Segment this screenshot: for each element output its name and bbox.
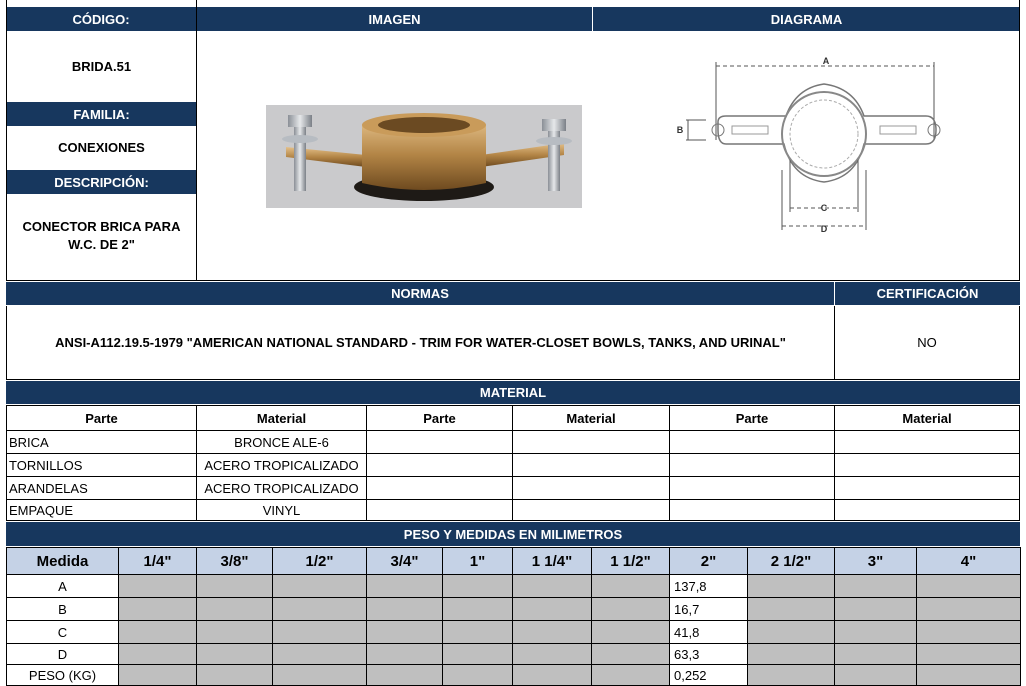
medidas-col-size: 1 1/4" <box>512 547 592 575</box>
material-empty-cell <box>834 499 1020 521</box>
diagram-label-c: C <box>820 203 828 213</box>
material-empty-cell <box>366 476 513 500</box>
diagram-label-a: A <box>822 56 830 66</box>
material-row-parte: BRICA <box>6 430 197 454</box>
material-col-material-1: Material <box>196 405 367 431</box>
medidas-col-medida: Medida <box>6 547 119 575</box>
medidas-empty-cell <box>916 620 1021 644</box>
medidas-empty-cell <box>366 574 443 598</box>
material-empty-cell <box>834 476 1020 500</box>
medidas-row-label: C <box>6 620 119 644</box>
product-sheet <box>6 0 1020 686</box>
brida-diagram-drawing <box>666 50 956 240</box>
medidas-value-2in: 137,8 <box>669 574 748 598</box>
material-empty-cell <box>366 453 513 477</box>
material-row-material: ACERO TROPICALIZADO <box>196 453 367 477</box>
medidas-empty-cell <box>196 574 273 598</box>
descripcion-header-label: DESCRIPCIÓN: <box>54 174 149 190</box>
brida-photo-illustration <box>266 105 582 208</box>
medidas-empty-cell <box>272 597 367 621</box>
material-empty-cell <box>512 453 670 477</box>
diagrama-header <box>593 7 1020 31</box>
medidas-empty-cell <box>512 643 592 665</box>
medidas-empty-cell <box>512 574 592 598</box>
codigo-value: BRIDA.51 <box>71 59 132 74</box>
medidas-col-size: 2 1/2" <box>747 547 835 575</box>
medidas-empty-cell <box>916 574 1021 598</box>
medidas-col-size: 1" <box>442 547 513 575</box>
medidas-header <box>6 522 1020 546</box>
medidas-row-label: A <box>6 574 119 598</box>
material-empty-cell <box>669 499 835 521</box>
material-empty-cell <box>669 430 835 454</box>
medidas-empty-cell <box>272 620 367 644</box>
material-row-material: ACERO TROPICALIZADO <box>196 476 367 500</box>
material-empty-cell <box>366 499 513 521</box>
medidas-empty-cell <box>834 620 917 644</box>
medidas-row-label: PESO (KG) <box>6 664 119 686</box>
medidas-value-2in: 41,8 <box>669 620 748 644</box>
medidas-row-label: D <box>6 643 119 665</box>
medidas-empty-cell <box>442 574 513 598</box>
medidas-col-size: 1 1/2" <box>591 547 670 575</box>
medidas-empty-cell <box>591 620 670 644</box>
material-empty-cell <box>669 453 835 477</box>
familia-value: CONEXIONES <box>58 140 145 155</box>
imagen-header <box>197 7 592 31</box>
medidas-col-size: 1/2" <box>272 547 367 575</box>
material-empty-cell <box>834 430 1020 454</box>
medidas-empty-cell <box>834 643 917 665</box>
material-empty-cell <box>669 476 835 500</box>
medidas-empty-cell <box>916 643 1021 665</box>
material-empty-cell <box>512 430 670 454</box>
medidas-row-label: B <box>6 597 119 621</box>
medidas-value-2in: 0,252 <box>669 664 748 686</box>
medidas-col-size: 3/4" <box>366 547 443 575</box>
medidas-empty-cell <box>366 597 443 621</box>
codigo-header-label: CÓDIGO: <box>72 11 130 27</box>
material-row-parte: TORNILLOS <box>6 453 197 477</box>
medidas-empty-cell <box>916 664 1021 686</box>
medidas-empty-cell <box>118 574 197 598</box>
material-col-parte-2: Parte <box>366 405 513 431</box>
normas-header <box>6 282 834 305</box>
medidas-empty-cell <box>591 597 670 621</box>
medidas-col-size: 3" <box>834 547 917 575</box>
material-col-parte-3: Parte <box>669 405 835 431</box>
medidas-empty-cell <box>272 664 367 686</box>
diagram-label-d: D <box>820 224 828 234</box>
medidas-empty-cell <box>442 664 513 686</box>
material-empty-cell <box>512 499 670 521</box>
medidas-empty-cell <box>591 664 670 686</box>
material-header-label: MATERIAL <box>479 385 547 400</box>
medidas-empty-cell <box>118 620 197 644</box>
medidas-empty-cell <box>272 643 367 665</box>
medidas-col-size: 3/8" <box>196 547 273 575</box>
medidas-empty-cell <box>591 643 670 665</box>
material-col-parte-1: Parte <box>6 405 197 431</box>
diagrama-header-label: DIAGRAMA <box>770 11 843 27</box>
medidas-empty-cell <box>512 620 592 644</box>
descripcion-value: CONECTOR BRICA PARA W.C. DE 2" <box>22 219 181 252</box>
material-row-material: VINYL <box>196 499 367 521</box>
material-row-parte: EMPAQUE <box>6 499 197 521</box>
medidas-empty-cell <box>834 574 917 598</box>
material-table <box>6 405 1020 521</box>
medidas-empty-cell <box>747 643 835 665</box>
medidas-value-2in: 16,7 <box>669 597 748 621</box>
medidas-empty-cell <box>591 574 670 598</box>
medidas-empty-cell <box>747 597 835 621</box>
normas-text: ANSI-A112.19.5-1979 "AMERICAN NATIONAL STANDARD - TRIM FOR WATER-CLOSET BOWLS, TANKS, AND URINAL" <box>6 306 835 380</box>
medidas-empty-cell <box>442 597 513 621</box>
medidas-col-size: 2" <box>669 547 748 575</box>
medidas-col-size: 4" <box>916 547 1021 575</box>
medidas-empty-cell <box>834 664 917 686</box>
medidas-empty-cell <box>916 597 1021 621</box>
material-row-material: BRONCE ALE-6 <box>196 430 367 454</box>
material-col-material-3: Material <box>834 405 1020 431</box>
medidas-empty-cell <box>442 620 513 644</box>
product-photo <box>266 105 582 208</box>
diagram-label-b: B <box>676 125 684 135</box>
material-empty-cell <box>512 476 670 500</box>
imagen-header-label: IMAGEN <box>368 11 421 27</box>
familia-header <box>7 102 196 126</box>
medidas-empty-cell <box>118 643 197 665</box>
medidas-empty-cell <box>366 620 443 644</box>
material-col-material-2: Material <box>512 405 670 431</box>
medidas-empty-cell <box>442 643 513 665</box>
certificacion-header-label: CERTIFICACIÓN <box>876 286 979 301</box>
medidas-empty-cell <box>747 574 835 598</box>
normas-header-label: NORMAS <box>391 286 449 301</box>
medidas-empty-cell <box>747 664 835 686</box>
medidas-empty-cell <box>366 664 443 686</box>
medidas-empty-cell <box>196 620 273 644</box>
medidas-empty-cell <box>118 597 197 621</box>
medidas-empty-cell <box>118 664 197 686</box>
medidas-empty-cell <box>512 597 592 621</box>
medidas-empty-cell <box>747 620 835 644</box>
medidas-empty-cell <box>272 574 367 598</box>
material-empty-cell <box>834 453 1020 477</box>
brida-diagram <box>666 50 956 240</box>
medidas-empty-cell <box>366 643 443 665</box>
medidas-empty-cell <box>834 597 917 621</box>
medidas-col-size: 1/4" <box>118 547 197 575</box>
medidas-empty-cell <box>196 597 273 621</box>
familia-header-label: FAMILIA: <box>73 106 130 122</box>
medidas-table <box>6 547 1020 686</box>
certificacion-value: NO <box>835 306 1020 380</box>
material-header <box>6 381 1020 404</box>
medidas-empty-cell <box>512 664 592 686</box>
material-empty-cell <box>366 430 513 454</box>
descripcion-header <box>7 170 196 194</box>
medidas-empty-cell <box>196 643 273 665</box>
certificacion-header <box>835 282 1020 305</box>
material-row-parte: ARANDELAS <box>6 476 197 500</box>
medidas-empty-cell <box>196 664 273 686</box>
medidas-header-label: PESO Y MEDIDAS EN MILIMETROS <box>403 526 623 542</box>
medidas-value-2in: 63,3 <box>669 643 748 665</box>
